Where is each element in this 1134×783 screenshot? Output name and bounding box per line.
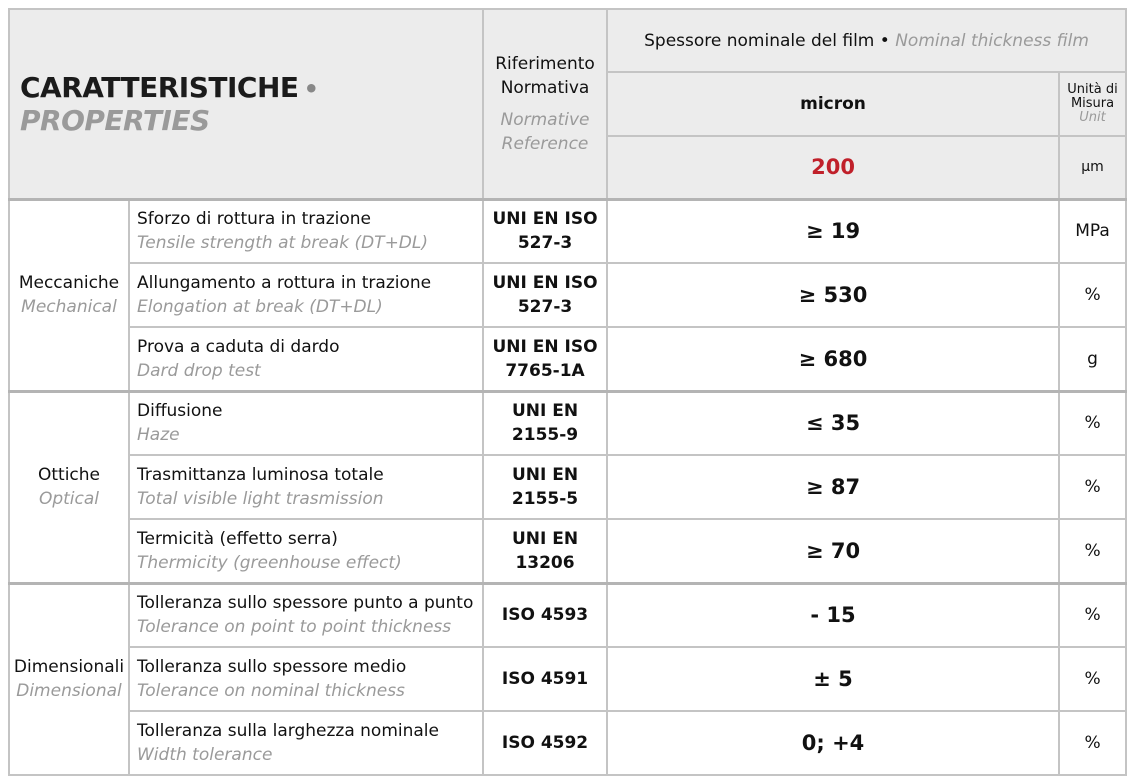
property-en: Tolerance on point to point thickness <box>137 617 452 638</box>
property-it: Allungamento a rottura in trazione <box>137 273 432 293</box>
property-it: Sforzo di rottura in trazione <box>137 209 371 230</box>
nominal-thickness-value: 200 <box>607 136 1059 199</box>
micron-label: micron <box>607 72 1059 136</box>
reference-header <box>483 9 607 199</box>
group-name-en: Dimensional <box>16 681 122 702</box>
reference-header-en-2: Reference <box>501 133 589 154</box>
property-it: Tolleranza sulla larghezza nominale <box>137 721 439 741</box>
table-row <box>9 263 1126 327</box>
group-optical <box>9 391 129 583</box>
thickness-header-sep: • <box>879 30 890 51</box>
table-row <box>9 391 1126 455</box>
norm-cell <box>483 199 607 263</box>
property-en: Tolerance on nominal thickness <box>137 681 405 701</box>
property-cell <box>129 327 483 391</box>
property-it: Tolleranza sullo spessore punto a punto <box>137 593 474 614</box>
property-cell <box>129 455 483 519</box>
property-it: Termicità (effetto serra) <box>137 528 338 549</box>
unit-header-it-1: Unità di <box>1067 82 1118 97</box>
table-title <box>9 9 483 199</box>
norm-line-2: 527-3 <box>517 297 573 317</box>
property-cell <box>129 519 483 583</box>
norm-line-1: UNI EN ISO <box>492 209 598 230</box>
property-cell <box>129 711 483 775</box>
property-en: Haze <box>137 425 180 446</box>
unit-cell: % <box>1059 583 1126 647</box>
value-cell: ≥ 530 <box>607 263 1059 327</box>
value-cell: ≥ 70 <box>607 519 1059 583</box>
unit-cell: % <box>1059 263 1126 327</box>
norm-cell <box>483 711 607 775</box>
norm-line-2: 7765-1A <box>505 360 585 381</box>
value-cell: ± 5 <box>607 647 1059 711</box>
norm-cell <box>483 263 607 327</box>
value-cell: 0; +4 <box>607 711 1059 775</box>
reference-header-en-1: Normative <box>500 109 590 130</box>
value-cell: ≥ 19 <box>607 199 1059 263</box>
table-row <box>9 199 1126 263</box>
group-dimensional <box>9 583 129 775</box>
unit-cell: % <box>1059 455 1126 519</box>
group-mechanical <box>9 199 129 391</box>
properties-table <box>8 8 1127 776</box>
norm-cell <box>483 391 607 455</box>
norm-line-1: UNI EN <box>511 465 579 485</box>
table-row <box>9 455 1126 519</box>
nominal-thickness-unit: µm <box>1059 136 1126 199</box>
norm-cell <box>483 583 607 647</box>
title-english: PROPERTIES <box>20 103 210 137</box>
norm-line-2: 2155-5 <box>511 489 579 509</box>
property-it: Prova a caduta di dardo <box>137 336 340 357</box>
property-en: Thermicity (greenhouse effect) <box>137 552 402 573</box>
thickness-header-en: Nominal thickness film <box>895 30 1089 51</box>
title-separator: • <box>303 74 319 103</box>
reference-header-it-2: Normativa <box>500 77 590 98</box>
unit-header-en: Unit <box>1079 110 1106 125</box>
table-row <box>9 583 1126 647</box>
reference-header-it-1: Riferimento <box>495 53 595 74</box>
unit-header <box>1059 72 1126 136</box>
norm-line-1: ISO 4591 <box>501 669 589 689</box>
norm-line-2: 2155-9 <box>511 425 579 446</box>
norm-cell <box>483 519 607 583</box>
thickness-header <box>607 9 1126 72</box>
property-it: Tolleranza sullo spessore medio <box>137 657 407 677</box>
property-cell <box>129 263 483 327</box>
norm-line-1: UNI EN <box>511 401 579 422</box>
group-name-it: Dimensionali <box>13 657 125 678</box>
norm-line-2: 527-3 <box>517 233 573 254</box>
title-italian: CARATTERISTICHE <box>20 70 299 104</box>
header-row <box>9 9 1126 72</box>
norm-line-1: ISO 4593 <box>501 605 589 626</box>
unit-header-it-2: Misura <box>1070 96 1115 111</box>
property-cell <box>129 583 483 647</box>
table-row <box>9 647 1126 711</box>
norm-cell <box>483 647 607 711</box>
property-en: Width tolerance <box>137 745 273 765</box>
norm-line-1: UNI EN ISO <box>492 336 598 357</box>
property-cell <box>129 647 483 711</box>
property-en: Tensile strength at break (DT+DL) <box>137 233 429 254</box>
value-cell: ≥ 87 <box>607 455 1059 519</box>
unit-cell: % <box>1059 647 1126 711</box>
table-body <box>9 9 1126 775</box>
group-name-it: Meccaniche <box>18 273 120 293</box>
norm-line-2: 13206 <box>515 552 575 573</box>
table-row <box>9 327 1126 391</box>
group-name-en: Optical <box>38 489 100 509</box>
property-en: Dard drop test <box>137 360 261 381</box>
property-en: Total visible light trasmission <box>137 489 384 509</box>
unit-cell: % <box>1059 519 1126 583</box>
norm-line-1: UNI EN <box>511 528 579 549</box>
value-cell: - 15 <box>607 583 1059 647</box>
group-name-en: Mechanical <box>21 297 117 317</box>
property-cell <box>129 391 483 455</box>
norm-cell <box>483 455 607 519</box>
group-name-it: Ottiche <box>37 465 100 485</box>
norm-line-1: UNI EN ISO <box>492 273 598 293</box>
property-it: Trasmittanza luminosa totale <box>137 465 384 485</box>
unit-cell: % <box>1059 391 1126 455</box>
unit-cell: g <box>1059 327 1126 391</box>
property-en: Elongation at break (DT+DL) <box>137 297 383 317</box>
property-it: Diffusione <box>137 401 223 422</box>
thickness-header-it: Spessore nominale del film <box>644 30 875 51</box>
table-row <box>9 711 1126 775</box>
value-cell: ≤ 35 <box>607 391 1059 455</box>
unit-cell: MPa <box>1059 199 1126 263</box>
norm-line-1: ISO 4592 <box>501 733 589 753</box>
unit-cell: % <box>1059 711 1126 775</box>
table-row <box>9 519 1126 583</box>
property-cell <box>129 199 483 263</box>
norm-cell <box>483 327 607 391</box>
value-cell: ≥ 680 <box>607 327 1059 391</box>
